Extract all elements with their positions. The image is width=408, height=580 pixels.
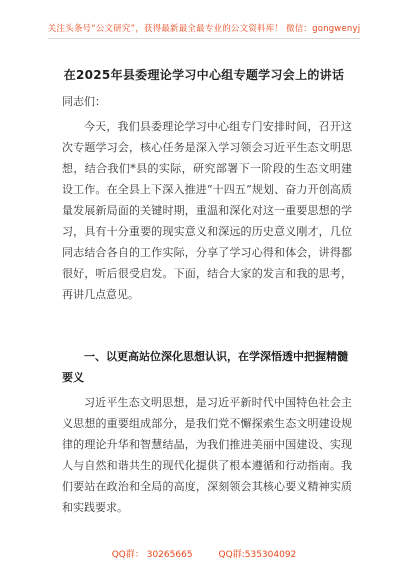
salutation: 同志们： bbox=[62, 95, 106, 108]
footer-qq-group-2: QQ群:535304092 bbox=[218, 550, 297, 560]
promo-banner: 关注头条号“公文研究”，获得最新最全最专业的公文资料库！ 微信：gongwenyj bbox=[47, 24, 361, 34]
document-title: 在2025年县委理论学习中心组专题学习会上的讲话 bbox=[63, 68, 345, 82]
paragraph-1: 今天，我们县委理论学习中心组专门安排时间，召开这次专题学习会，核心任务是深入学习领会习近平生态文明思想，结合我们*县的实际，研究部署下一阶段的生态文明建设工作。在全县上下深入推进“十四五”规划、奋力开创高质量发展新局面的关键时期，重温和深化对这一重要思想的学习，具有十分重要的现实意义和深远的历史意义刚才，几位同志结合各自的工作实际，分享了学习心得和体会，讲得都很好，听后很受启发。下面，结合大家的发言和我的思考，再讲几点意见。 bbox=[62, 120, 352, 301]
section-heading-1: 一、以更高站位深化思想认识，在学深悟透中把握精髓要义 bbox=[62, 350, 348, 384]
footer-contact bbox=[0, 547, 408, 560]
footer-qq-group-1: QQ群： 30265665 bbox=[111, 550, 193, 560]
header-divider bbox=[48, 38, 360, 39]
paragraph-2: 习近平生态文明思想，是习近平新时代中国特色社会主义思想的重要组成部分，是我们党不懈探索生态文明建设规律的理论升华和智慧结晶，为我们推进美丽中国建设、实现人与自然和谐共生的现代化提供了根本遵循和行动指南。我们要站在政治和全局的高度，深刻领会其核心要义精神实质和实践要求。 bbox=[62, 396, 352, 514]
